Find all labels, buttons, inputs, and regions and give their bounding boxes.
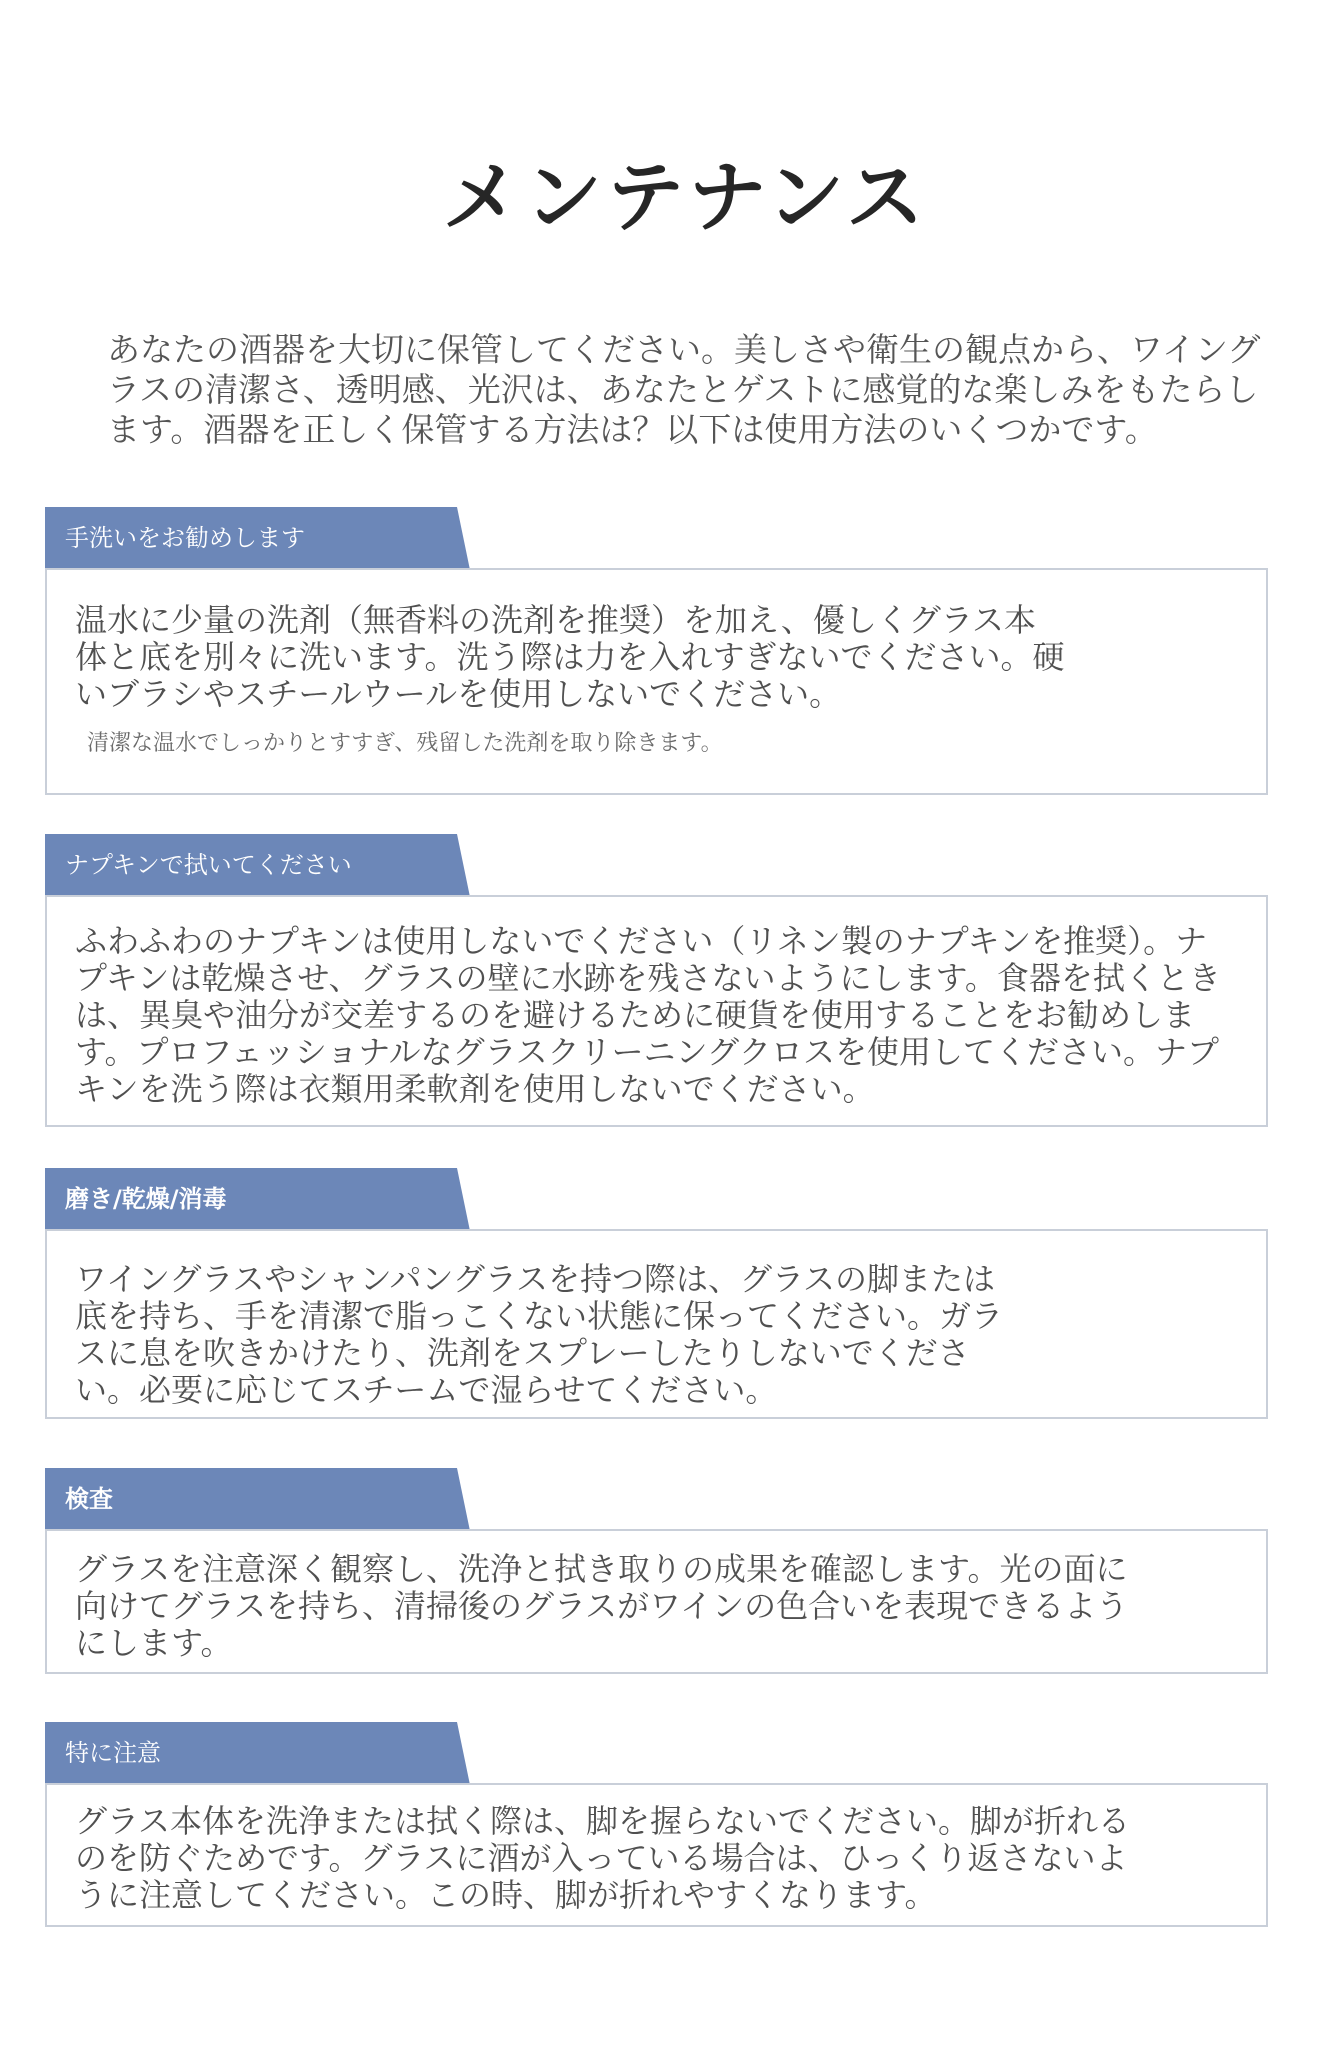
section-box <box>45 568 1268 795</box>
section-box <box>45 895 1268 1127</box>
section-heading: 磨き/乾燥/消毒 <box>65 1185 227 1213</box>
section-body: グラス本体を洗浄または拭く際は、脚を握らないでください。脚が折れるのを防ぐためです。グラスに酒が入っている場合は、ひっくり返さないように注意してください。この時、脚が折れやすくなります。 <box>75 1802 1131 1914</box>
section-body: ふわふわのナプキンは使用しないでください（リネン製のナプキンを推奨）。ナプキンは乾燥させ、グラスの壁に水跡を残さないようにします。食器を拭くときは、異臭や油分が交差するのを避けるために硬貨を使用することをお勧めします。プロフェッショナルなグラスクリーニングクロスを使用してください。ナプキンを洗う際は衣類用柔軟剤を使用しないでください。 <box>75 922 1221 1108</box>
section-body: グラスを注意深く観察し、洗浄と拭き取りの成果を確認します。光の面に向けてグラスを持ち、清掃後のグラスがワインの色合いを表現できるようにします。 <box>75 1550 1129 1662</box>
intro-paragraph: あなたの酒器を大切に保管してください。美しさや衛生の観点から、ワイングラスの清潔さ、透明感、光沢は、あなたとゲストに感覚的な楽しみをもたらします。酒器を正しく保管する方法は？以下は使用方法のいくつかです。 <box>107 330 1261 449</box>
section-body: 温水に少量の洗剤（無香料の洗剤を推奨）を加え、優しくグラス本体と底を別々に洗います。洗う際は力を入れすぎないでください。硬いブラシやスチールウールを使用しないでください。 <box>75 601 1065 713</box>
section-heading: 手洗いをお勧めします <box>65 524 305 552</box>
section-heading: 検査 <box>65 1485 113 1513</box>
page-title: メンテナンス <box>442 153 928 243</box>
section-heading: ナプキンで拭いてください <box>65 851 352 879</box>
section-heading: 特に注意 <box>65 1739 161 1767</box>
section-body: ワイングラスやシャンパングラスを持つ際は、グラスの脚または底を持ち、手を清潔で脂っこくない状態に保ってください。ガラスに息を吹きかけたり、洗剤をスプレーしたりしないでください。必要に応じてスチームで湿らせてください。 <box>75 1260 1004 1409</box>
section-box <box>45 1229 1268 1419</box>
section-box <box>45 1783 1268 1927</box>
section-box <box>45 1529 1268 1674</box>
section-note: 清潔な温水でしっかりとすすぎ、残留した洗剤を取り除きます。 <box>87 731 723 756</box>
